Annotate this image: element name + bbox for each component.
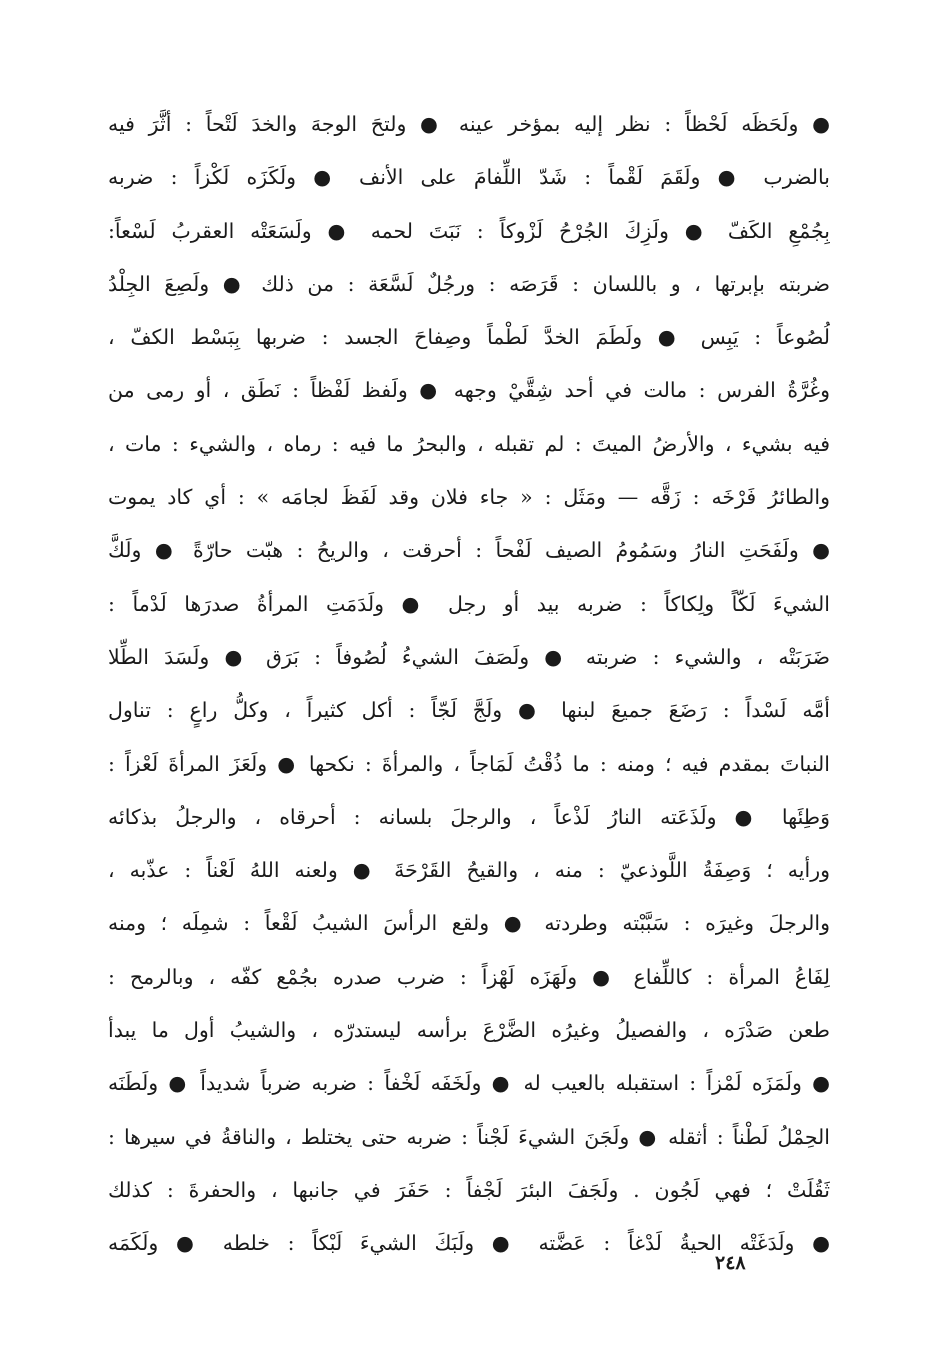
text-line: والطائرُ فَرْخَه : زَقَّه — ومَثَل : « جاء فلان وقد لَفَظَ لجامَه » : أي كاد يموت	[108, 485, 830, 510]
text-line: والرجلَ وغيرَه : سَبَّبْته وطردته ● ولقع الرأسَ الشيبُ لَقْعاً : شمِلَه ؛ ومنه	[108, 911, 830, 936]
text-line: لِفَاعُ المرأة : كاللِّفاع ● ولَهَزَه لَهْزاً : ضرب صدره بجُمْع كفّه ، وبالرمح :	[108, 964, 830, 989]
text-line: الحِمْلُ لَطْناً : أثقله ● ولَجَنَ الشيءَ لَجْناً : ضربه حتى يختلط ، والناقةُ في سيرها :	[108, 1124, 830, 1149]
text-line: بِجُمْعِ الكَفّ ● ولَزِكَ الجُرْحُ لَزْوكاً : نَبَتَ لحمه ● ولَسَعَتْه العقربُ لَسْعاً:	[108, 218, 830, 243]
text-line: ● ولَحَظَه لَحْظاً : نظر إليه بمؤخر عينه ● ولتحَ الوجهَ والخدَ لَتْحاً : أثَّرَ فيه	[108, 112, 830, 136]
text-line: وَطِئَها ● ولَذَعَته النارُ لَذْعاً ، والرجلَ بلسانه : أحرقاه ، والرجلُ بذكائه	[108, 804, 830, 829]
page-number: ٢٤٨	[715, 1252, 746, 1274]
text-line: ضَرَبَتْه ، والشيء : ضربته ● ولَصَفَ الشيءُ لُصُوفاً : بَرَق ● ولَسَدَ الطِّلا	[108, 644, 830, 669]
text-line: ثَقُلَتْ ؛ فهي لَجُون . ولَجَفَ البئرَ لَجْفاً : حَفَرَ في جانبها ، والحفرةَ : كذلك	[108, 1177, 830, 1202]
text-line: النباتَ بمقدم فيه ؛ ومنه : ما ذُقْتُ لَمَاجاً ، والمرأةَ : نكحها ● ولَعَزَ المرأةَ لَعْزاً :	[108, 751, 830, 776]
text-line: ● ولَدَغَتْه الحيةُ لَدْغاً : عَضَّته ● ولَبَكَ الشيءَ لَبْكاً : خلطه ● ولَكَمَه	[108, 1231, 830, 1256]
text-line: ● ولَفَحَتِ النارُ وسَمُومُ الصيف لَفْحاً : أحرقت ، والريحُ : هبّت حارّةً ● ولَكَّ	[108, 538, 830, 563]
body-text	[108, 98, 830, 1271]
text-line: الشيءَ لَكّاً ولِكاكاً : ضربه بيد أو رجل ● ولَدَمَتِ المرأةُ صدرَها لَدْماً :	[108, 591, 830, 616]
text-line: ● ولَمَزَه لَمْزاً : استقبله بالعيب له ● ولَخَفَه لَخْفاً : ضربه ضرباً شديداً ● ولَطَنَه	[108, 1071, 830, 1096]
text-line: فيه بشيء ، والأرضُ الميتَ : لم تقبله ، والبحرُ ما فيه : رماه ، والشيء : مات ،	[108, 431, 830, 456]
text-line: طعن صَدْرَه ، والفصيلُ وغيرُه الضَّرْعَ برأسه ليستدرّه ، والشيبُ أول ما يبدأ	[108, 1018, 830, 1043]
text-line: بالضرب ● ولَقَمَ لَقْماً : شَدّ اللِّفامَ على الأنف ● ولَكَزَه لَكْزاً : ضربه	[108, 165, 830, 190]
text-line: ضربته بإبرتها ، و باللسان : قَرَصَه : ورجُلٌ لَسَّعَة : من ذلك ● ولَصِعَ الجِلْدُ	[108, 271, 830, 296]
text-line: ورأيه ؛ وَصِفَةُ اللَّوذعيّ : منه ، والقيحُ القَرْحَةَ ● ولعنه اللهُ لَعْناً : عذّبه ،	[108, 858, 830, 883]
text-line: وغُرَّةُ الفرس : مالت في أحد شِقَّيْ وجهه ● ولَفظ لَفْظاً : نَطَق ، أو رمى من	[108, 378, 830, 403]
text-line: لُصُوعاً : يَبِس ● ولَطَمَ الخدَّ لَطْماً وصِفاحَ الجسد : ضربها بِبَسْط الكفّ ،	[108, 325, 830, 350]
text-line: أمَّه لَسْداً : رَضَعَ جميعَ لبنها ● ولَجَّ لَجّاً : أكل كثيراً ، وكلُّ راعٍ : تناول	[108, 698, 830, 723]
